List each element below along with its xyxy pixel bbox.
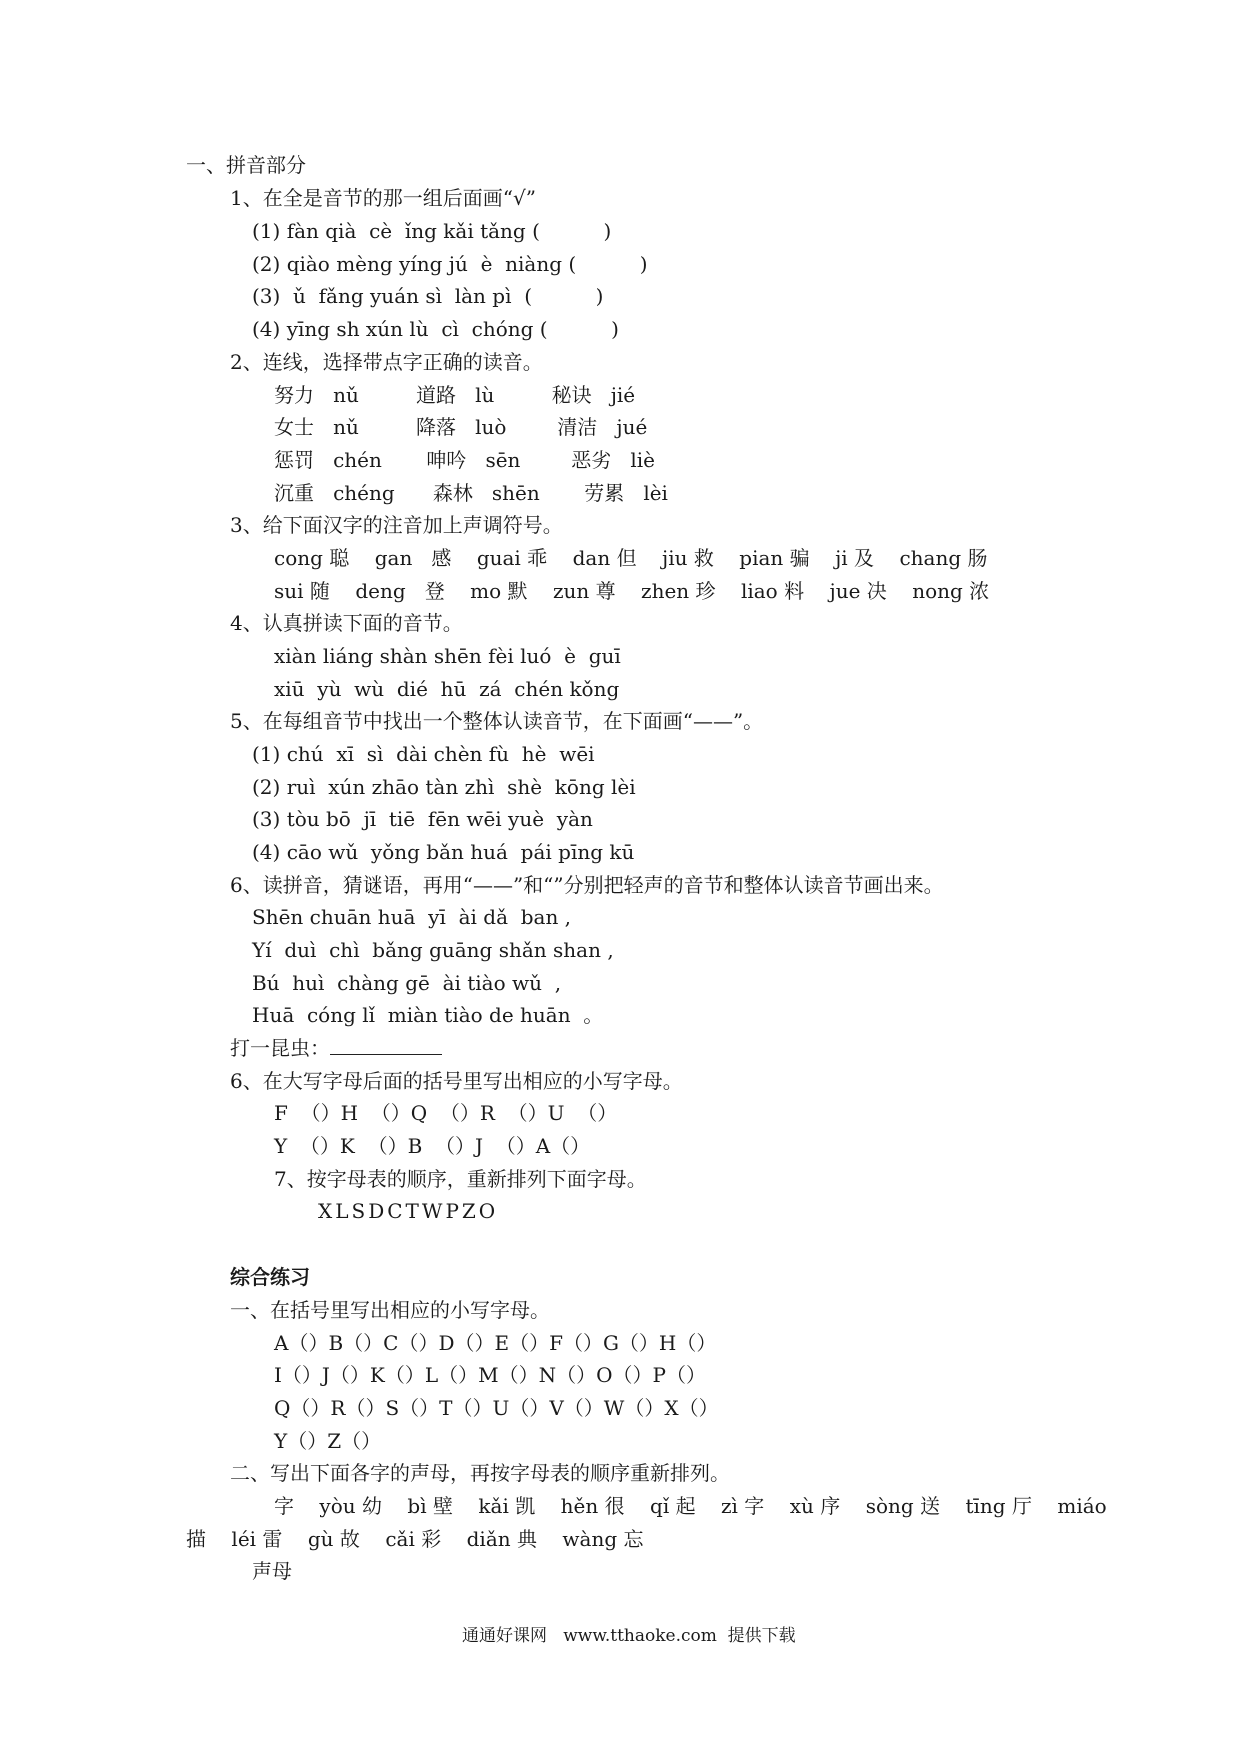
q1-item-4: (4) yīng sh xún lù cì chóng ( ): [252, 317, 619, 341]
q5-heading: 5、在每组音节中找出一个整体认读音节，在下面画“——”。: [230, 709, 764, 733]
riddle-line-1: Shēn chuān huā yī ài dǎ ban ,: [252, 905, 572, 929]
q6b-heading: 6、在大写字母后面的括号里写出相应的小写字母。: [230, 1069, 683, 1093]
s2-q1-row-1: A（）B（）C（）D（）E（）F（）G（）H（）: [274, 1331, 717, 1355]
q2-row-2: 女士 nǔ 降落 luò 清洁 jué: [274, 415, 648, 439]
riddle-line-4: Huā cóng lǐ miàn tiào de huān 。: [252, 1003, 604, 1027]
q1-item-1: (1) fàn qià cè ǐng kǎi tǎng ( ): [252, 219, 612, 243]
s2-q2-line-1: 字 yòu 幼 bì 壁 kǎi 凯 hěn 很 qǐ 起 zì 字 xù 序 sòng 送 tīng 厅 miáo: [274, 1494, 1107, 1518]
q4-row-1: xiàn liáng shàn shēn fèi luó è guī: [274, 644, 621, 668]
riddle-answer: [230, 1035, 442, 1061]
q2-row-4: 沉重 chéng 森林 shēn 劳累 lèi: [274, 481, 668, 505]
s2-q1-row-2: I（）J（）K（）L（）M（）N（）O（）P（）: [274, 1363, 706, 1387]
s2-q2-label: 声母: [252, 1559, 292, 1583]
q7-letters: XLSDCTWPZO: [318, 1199, 499, 1223]
q6b-row-1: F （）H （）Q （）R （）U （）: [274, 1101, 618, 1125]
q5-item-4: (4) cāo wǔ yǒng bǎn huá pái pīng kū: [252, 840, 635, 864]
s2-q1-row-4: Y（）Z（）: [274, 1429, 382, 1453]
q1-item-2: (2) qiào mèng yíng jú è niàng ( ): [252, 252, 648, 276]
q6b-row-2: Y （）K （）B （）J （）A（）: [274, 1134, 591, 1158]
riddle-line-2: Yí duì chì bǎng guāng shǎn shan ,: [252, 938, 614, 962]
q2-row-3: 惩罚 chén 呻吟 sēn 恶劣 liè: [274, 448, 655, 472]
q2-heading: 2、连线，选择带点字正确的读音。: [230, 350, 543, 374]
s2-q1-row-3: Q（）R（）S（）T（）U（）V（）W（）X（）: [274, 1396, 719, 1420]
q1-heading: 1、在全是音节的那一组后面画“√”: [230, 186, 536, 210]
q4-heading: 4、认真拼读下面的音节。: [230, 611, 463, 635]
riddle-line-3: Bú huì chàng gē ài tiào wǔ ,: [252, 971, 562, 995]
q6-heading: 6、读拼音，猜谜语，再用“——”和“”分别把轻声的音节和整体认读音节画出来。: [230, 873, 944, 897]
q3-row-2: sui 随 deng 登 mo 默 zun 尊 zhen 珍 liao 料 jue 决 nong 浓: [274, 579, 990, 603]
q5-item-3: (3) tòu bō jī tiē fēn wēi yuè yàn: [252, 807, 593, 831]
q4-row-2: xiū yù wù dié hū zá chén kǒng: [274, 677, 620, 701]
q1-item-3: (3) ǔ fǎng yuán sì làn pì ( ): [252, 284, 604, 308]
q3-heading: 3、给下面汉字的注音加上声调符号。: [230, 513, 563, 537]
section2-title: 综合练习: [230, 1265, 310, 1289]
riddle-answer-blank[interactable]: [330, 1036, 442, 1055]
q2-row-1: 努力 nǔ 道路 lù 秘诀 jié: [274, 383, 636, 407]
s2-q2-heading: 二、写出下面各字的声母，再按字母表的顺序重新排列。: [230, 1461, 730, 1485]
q5-item-2: (2) ruì xún zhāo tàn zhì shè kōng lèi: [252, 775, 636, 799]
q5-item-1: (1) chú xī sì dài chèn fù hè wēi: [252, 742, 595, 766]
footer-text: 通通好课网 www.tthaoke.com 提供下载: [462, 1626, 796, 1646]
s2-q1-heading: 一、在括号里写出相应的小写字母。: [230, 1298, 550, 1322]
riddle-answer-label: 打一昆虫：: [230, 1036, 330, 1060]
q3-row-1: cong 聪 gan 感 guai 乖 dan 但 jiu 救 pian 骗 ji 及 chang 肠: [274, 546, 988, 570]
section1-title: 一、拼音部分: [186, 153, 306, 177]
q7-heading: 7、按字母表的顺序，重新排列下面字母。: [274, 1167, 647, 1191]
s2-q2-line-2: 描 léi 雷 gù 故 cǎi 彩 diǎn 典 wàng 忘: [186, 1527, 644, 1551]
